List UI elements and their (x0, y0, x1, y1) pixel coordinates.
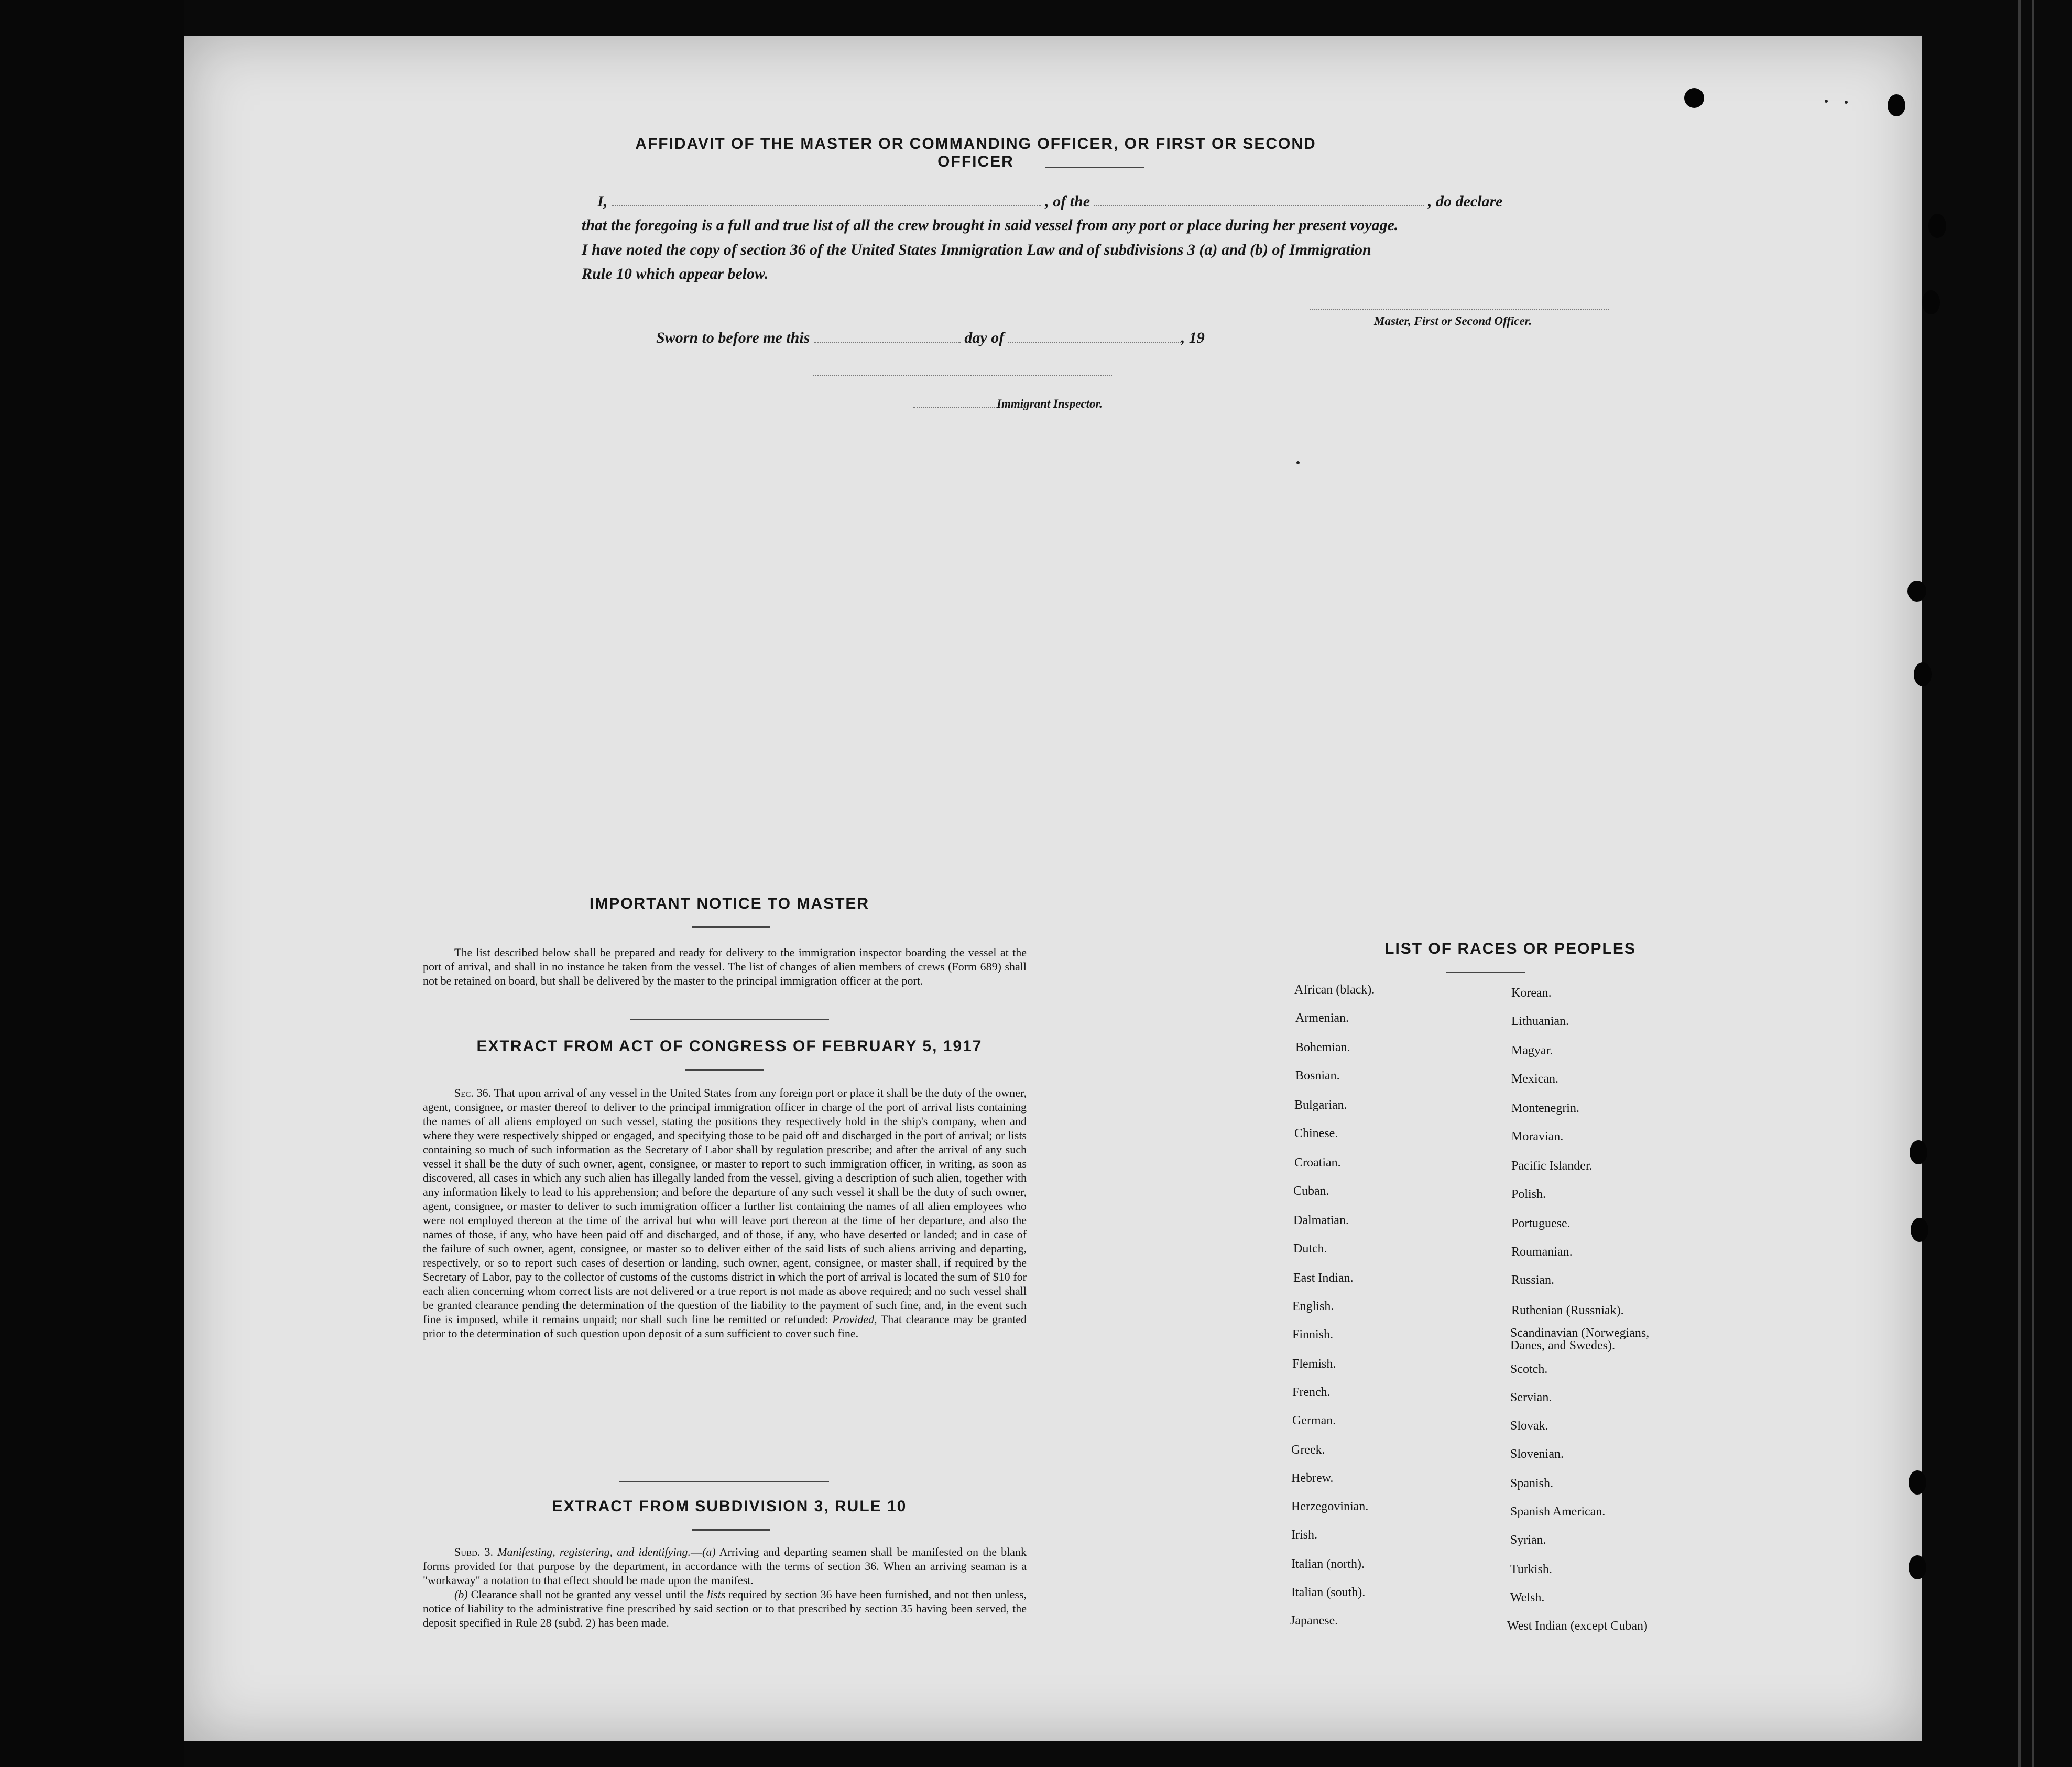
race-left: French. (1292, 1386, 1331, 1399)
day-of-text: day of (964, 329, 1005, 346)
inspector-dash (913, 407, 997, 408)
race-left: African (black). (1294, 983, 1375, 997)
race-right: Pacific Islander. (1511, 1159, 1593, 1173)
affidavit-title: AFFIDAVIT OF THE MASTER OR COMMANDING OFFICER, OR FIRST OR SECOND OFFICER (635, 135, 1316, 170)
race-right: West Indian (except Cuban) (1507, 1619, 1648, 1633)
punch-hole (1922, 290, 1940, 314)
document-page (184, 36, 1922, 1741)
punch-hole (1684, 88, 1704, 108)
race-left: Chinese. (1294, 1127, 1338, 1140)
notice-underline (692, 926, 770, 928)
affidavit-line-1 (597, 193, 1502, 211)
race-left: Bosnian. (1295, 1069, 1340, 1083)
rule-title: EXTRACT FROM SUBDIVISION 3, RULE 10 (552, 1498, 907, 1515)
race-right: Montenegrin. (1511, 1101, 1579, 1115)
race-left: Finnish. (1292, 1328, 1334, 1341)
race-left: Herzegovinian. (1291, 1500, 1369, 1513)
race-left: Hebrew. (1291, 1471, 1334, 1485)
punch-hole (1888, 94, 1905, 116)
race-left: Flemish. (1292, 1357, 1336, 1371)
race-left: German. (1292, 1414, 1336, 1427)
rule-text (423, 1545, 1027, 1630)
race-right: Magyar. (1511, 1044, 1553, 1057)
subd-title: Manifesting, registering, and identifying. (497, 1545, 691, 1558)
race-right: Scotch. (1510, 1362, 1548, 1376)
act-title: EXTRACT FROM ACT OF CONGRESS OF FEBRUARY 5, 1917 (476, 1038, 983, 1055)
b-text-2: required by section 36 have been furnished, and not then unless, notice of liability to the administrative fine prescribed by said section or to that prescribed by section 35 having been served, the deposit specified in Rule 28 (subd. 2) has been made. (423, 1588, 1027, 1629)
race-right: Slovak. (1510, 1419, 1548, 1433)
punch-hole (1909, 1555, 1926, 1579)
race-right: Syrian. (1510, 1533, 1546, 1547)
race-left: East Indian. (1293, 1271, 1354, 1285)
race-left: Irish. (1291, 1528, 1317, 1542)
speck (1845, 101, 1848, 104)
act-divider (619, 1481, 829, 1482)
race-right: Russian. (1511, 1273, 1555, 1287)
race-left: Italian (south). (1291, 1586, 1366, 1599)
race-left: Dalmatian. (1293, 1214, 1349, 1227)
inspector-line (913, 397, 1103, 411)
race-left: English. (1292, 1300, 1334, 1313)
act-paragraph (423, 1086, 1027, 1340)
right-edge-line-2 (2032, 0, 2034, 1767)
race-right: Spanish. (1510, 1477, 1554, 1490)
affidavit-line-4: Rule 10 which appear below. (582, 265, 769, 282)
race-left: Bulgarian. (1294, 1098, 1347, 1112)
right-edge-line (2018, 0, 2021, 1767)
b-text-1: Clearance shall not be granted any vessel until the (471, 1588, 704, 1601)
race-left: Italian (north). (1291, 1557, 1365, 1571)
race-right: Servian. (1510, 1391, 1552, 1404)
affidavit-of-the: , of the (1045, 193, 1090, 210)
race-right: Ruthenian (Russniak). (1511, 1304, 1624, 1317)
notice-paragraph: The list described below shall be prepared and ready for delivery to the immigration inspector boarding the vessel at the port of arrival, and shall in no instance be taken from the vessel. The list of changes of alien members of crews (Form 689) shall not be retained on board, but shall be delivered by the master to the principal immigration officer at the port. (423, 946, 1027, 987)
punch-hole (1928, 214, 1946, 238)
race-left: Japanese. (1290, 1614, 1338, 1628)
race-right: Roumanian. (1511, 1245, 1573, 1259)
punch-hole (1907, 581, 1926, 602)
act-body-end: That clearance may be granted prior to the determination of such question upon deposit of a sum sufficient to cover such fine. (423, 1313, 1027, 1340)
punch-hole (1909, 1470, 1926, 1495)
punch-hole (1911, 1218, 1928, 1242)
race-right-wrapped: Scandinavian (Norwegians, Danes, and Swedes). (1510, 1326, 1650, 1352)
race-right: Turkish. (1510, 1563, 1552, 1576)
affidavit-i: I, (597, 193, 608, 210)
punch-hole (1910, 1140, 1927, 1164)
act-body: That upon arrival of any vessel in the United States from any foreign port or place it shall be the duty of the owner, agent, consignee, or master thereof to deliver to the principal immigration officer in charge of the port of arrival lists containing the names of all aliens employed on such vessel, stating the positions they respectively hold in the ship's company, when and where they were respectively shipped or engaged, and specifying those to be paid off and discharged in the port of arrival; or lists containing so much of such information as the Secretary of Labor shall by regulation prescribe; and after the arrival of any such vessel it shall be the duty of such owner, agent, consignee, or master to report to such immigration officer, in writing, as soon as discovered, all cases in which any such alien has illegally landed from the vessel, giving a description of such alien, together with any information likely to lead to his apprehension; and before the departure of any such vessel it shall be the duty of such owner, agent, consignee, or master to deliver to such immigration officer a further list containing the names of all alien employees who were not employed thereon at the time of the arrival but who will leave port thereon at the time of her departure, and also the names of those, if any, who have been paid off and discharged, and of those, if any, who have deserted or landed; and in case of the failure of such owner, agent, consignee, or master so to deliver either of the said lists of such aliens arriving and departing, respectively, or so to report such cases of desertion or landing, such owner, agent, consignee, or master shall, if required by the Secretary of Labor, pay to the collector of customs of the customs district in which the port of arrival is located the sum of $10 for each alien concerning whom correct lists are not delivered or a true report is not made as above required; and no such vessel shall be granted clearance pending the determination of the question of the liability to the payment of such fine, and, in the event such fine is imposed, while it remains unpaid; nor shall such fine be remitted or refunded: (423, 1086, 1027, 1326)
notice-divider (630, 1019, 829, 1020)
races-underline (1446, 972, 1525, 973)
b-lists: lists (706, 1588, 726, 1601)
act-underline (685, 1069, 764, 1071)
rule-paragraph-a (423, 1545, 1027, 1587)
a-text: Arriving and departing seamen shall be manifested on the blank forms provided for that purpose by the department, in accordance with the terms of section 36. When an arriving seaman is a "workaway" a notation to that effect should be made upon the manifest. (423, 1545, 1027, 1587)
race-right: Welsh. (1510, 1591, 1545, 1605)
affidavit-line-3: I have noted the copy of section 36 of the United States Immigration Law and of subdivisions 3 (a) and (b) of Immigration (582, 241, 1371, 258)
left-film-edge (0, 0, 184, 1767)
race-left: Greek. (1291, 1443, 1325, 1457)
vessel-blank[interactable] (1094, 205, 1424, 206)
race-right: Mexican. (1511, 1072, 1558, 1086)
race-left: Bohemian. (1295, 1041, 1350, 1054)
provided-word: Provided, (832, 1313, 877, 1326)
year-text: , 19 (1181, 329, 1205, 346)
races-title: LIST OF RACES OR PEOPLES (1384, 940, 1636, 957)
name-blank[interactable] (612, 205, 1041, 206)
affidavit-do-declare: , do declare (1428, 193, 1503, 210)
notice-text (423, 945, 1027, 988)
inspector-label: Immigrant Inspector. (997, 397, 1103, 410)
master-signature-line[interactable] (1310, 309, 1609, 310)
notice-title: IMPORTANT NOTICE TO MASTER (589, 895, 870, 912)
speck (1825, 100, 1828, 103)
race-left: Dutch. (1293, 1242, 1327, 1256)
race-left: Cuban. (1293, 1184, 1329, 1198)
rule-underline (692, 1529, 770, 1531)
race-right: Polish. (1511, 1187, 1546, 1201)
b-label: (b) (454, 1588, 468, 1601)
subd-label: Subd. 3. (454, 1545, 494, 1558)
sworn-line (656, 329, 1205, 347)
speck (1296, 461, 1300, 464)
race-right: Lithuanian. (1511, 1015, 1569, 1028)
subd-dash: — (691, 1545, 703, 1558)
inspector-signature-line[interactable] (813, 375, 1112, 376)
punch-hole (1914, 662, 1932, 686)
master-signature-label: Master, First or Second Officer. (1374, 314, 1532, 328)
month-blank[interactable] (1008, 342, 1181, 343)
race-right: Slovenian. (1510, 1447, 1564, 1461)
act-text (423, 1086, 1027, 1340)
race-right: Moravian. (1511, 1130, 1564, 1143)
race-left: Croatian. (1294, 1156, 1341, 1170)
day-blank[interactable] (814, 342, 961, 343)
affidavit-line-2: that the foregoing is a full and true list of all the crew brought in said vessel from any port or place during her present voyage. (582, 216, 1399, 234)
race-right: Korean. (1511, 986, 1552, 1000)
sworn-text: Sworn to before me this (656, 329, 810, 346)
race-right: Portuguese. (1511, 1217, 1571, 1230)
race-right: Spanish American. (1510, 1505, 1606, 1519)
rule-paragraph-b (423, 1587, 1027, 1630)
title-underline (1045, 167, 1144, 168)
a-label: (a) (702, 1545, 716, 1558)
sec-label: Sec. 36. (454, 1086, 492, 1099)
race-left: Armenian. (1295, 1011, 1349, 1025)
